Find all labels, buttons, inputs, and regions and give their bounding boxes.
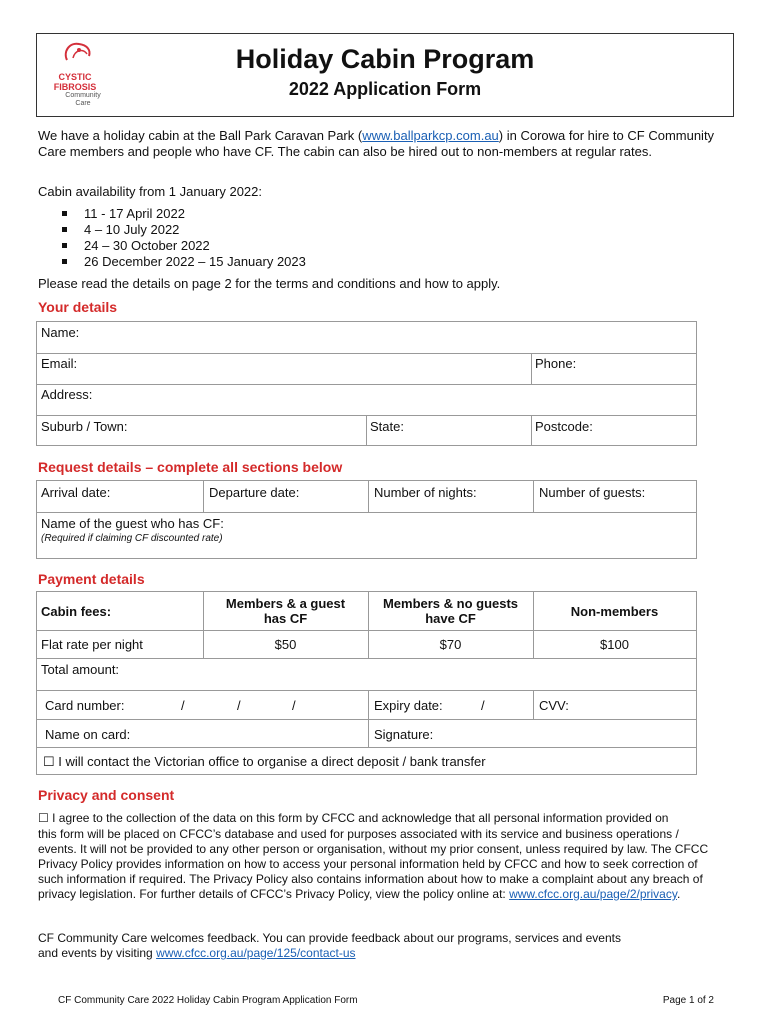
- card-separator: /: [237, 698, 241, 713]
- postcode-field[interactable]: Postcode:: [535, 419, 593, 434]
- list-item: 4 – 10 July 2022: [62, 222, 306, 238]
- page-subtitle: 2022 Application Form: [288, 79, 482, 99]
- cabin-fees-header: Cabin fees:: [41, 604, 112, 619]
- address-field[interactable]: Address:: [41, 387, 93, 402]
- card-number-field[interactable]: Card number:: [45, 698, 125, 713]
- flat-rate-label: Flat rate per night: [41, 637, 143, 652]
- your-details-table: [36, 321, 697, 446]
- price-members-nocf: $70: [439, 637, 462, 652]
- feedback-text-1: CF Community Care welcomes feedback. You can provide feedback about our programs, services and events: [38, 931, 621, 945]
- privacy-text-2: this form will be placed on CFCC’s database and used for purposes associated with its service and business operations / events. It will not be provided to any other person or organisation, without my prior consent, unless required by law. The CFCC Privacy Policy provides information on how to access your personal information held by CFCC and how to seek correction of such information if required. The Privacy Policy also contains information about how to make a complaint about any breach of privacy legislation. For further details of CFCC’s Privacy Policy, view the policy online: [38, 827, 709, 901]
- intro-text-1: We have a holiday cabin at the Ball Park Caravan Park (: [38, 128, 363, 143]
- card-separator: /: [181, 698, 185, 713]
- state-field[interactable]: State:: [370, 419, 404, 434]
- payment-details-table: [36, 591, 697, 775]
- privacy-checkbox[interactable]: ☐: [38, 811, 49, 825]
- your-details-heading: Your details: [38, 299, 118, 315]
- page-number: Page 1 of 2: [662, 995, 714, 1006]
- name-field[interactable]: Name:: [41, 325, 80, 340]
- logo-subtext: Community Care: [65, 92, 101, 107]
- signature-field[interactable]: Signature:: [374, 727, 434, 742]
- privacy-consent-line: [38, 811, 718, 826]
- availability-heading: Cabin availability from 1 January 2022:: [38, 184, 263, 199]
- footer-title: CF Community Care 2022 Holiday Cabin Program Application Form: [58, 995, 358, 1006]
- list-item: 26 December 2022 – 15 January 2023: [62, 254, 306, 270]
- feedback-link[interactable]: www.cfcc.org.au/page/125/contact-us: [156, 946, 356, 960]
- members-nocf-header: Members & no guests have CF: [382, 596, 519, 626]
- cf-guest-name-field[interactable]: Name of the guest who has CF:: [41, 516, 224, 531]
- intro-text-2: ) in Corowa for hire to CF Community Care members and people who have CF. The cabin can also be hired out to non-members at regular rates.: [38, 128, 715, 159]
- request-details-table: [36, 480, 697, 559]
- logo-wordmark: CYSTIC FIBROSIS: [53, 72, 97, 92]
- request-details-heading: Request details – complete all sections below: [38, 459, 343, 475]
- nonmembers-header: Non-members: [570, 604, 659, 619]
- guests-field[interactable]: Number of guests:: [539, 485, 646, 500]
- cf-guest-note: (Required if claiming CF discounted rate): [41, 533, 223, 544]
- feedback-paragraph: [38, 931, 718, 961]
- price-members-cf: $50: [274, 637, 297, 652]
- arrival-date-field[interactable]: Arrival date:: [41, 485, 111, 500]
- departure-date-field[interactable]: Departure date:: [209, 485, 300, 500]
- privacy-link[interactable]: www.cfcc.org.au/page/2/privacy: [509, 887, 677, 901]
- privacy-at: at:: [492, 887, 506, 901]
- direct-deposit-label: I will contact the Victorian office to organise a direct deposit / bank transfer: [58, 754, 486, 769]
- read-details-text: Please read the details on page 2 for the terms and conditions and how to apply.: [38, 276, 501, 291]
- email-field[interactable]: Email:: [41, 356, 78, 371]
- privacy-text-1: I agree to the collection of the data on this form by CFCC and acknowledge that all personal information provided on: [52, 811, 669, 825]
- name-on-card-field[interactable]: Name on card:: [45, 727, 131, 742]
- nights-field[interactable]: Number of nights:: [374, 485, 477, 500]
- list-item: 11 - 17 April 2022: [62, 206, 306, 222]
- privacy-heading: Privacy and consent: [38, 787, 175, 803]
- expiry-date-field[interactable]: Expiry date:: [374, 698, 443, 713]
- cvv-field[interactable]: CVV:: [539, 698, 569, 713]
- ballpark-link[interactable]: www.ballparkcp.com.au: [362, 128, 499, 143]
- feedback-text-2: and events by visiting: [38, 946, 153, 960]
- list-item: 24 – 30 October 2022: [62, 238, 306, 254]
- expiry-separator: /: [481, 698, 485, 713]
- payment-details-heading: Payment details: [38, 571, 145, 587]
- card-separator: /: [292, 698, 296, 713]
- phone-field[interactable]: Phone:: [535, 356, 577, 371]
- price-nonmembers: $100: [600, 637, 629, 652]
- intro-paragraph: [38, 128, 718, 160]
- form-header: [36, 33, 734, 117]
- privacy-paragraph: this form will be placed on CFCC’s database and used for purposes associated with its service and business operations / events. It will not be provided to any other person or organisation, without my prior consent, unless required by law. The CFCC Privacy Policy provides information on how to access your personal information held by CFCC and how to seek correction of such information if required. The Privacy Policy also contains information about how to make a complaint about any breach of privacy legislation. For further details of CFCC’s Privacy Policy, view the policy online at: www.cfcc.org.au/page/2/privacy.: [38, 827, 709, 901]
- availability-list: [62, 206, 306, 270]
- checkbox[interactable]: ☐: [43, 754, 55, 769]
- direct-deposit-option[interactable]: [43, 754, 486, 769]
- total-amount-field[interactable]: Total amount:: [41, 662, 120, 677]
- members-cf-header: Members & a guest has CF: [225, 596, 346, 626]
- page-title: Holiday Cabin Program: [235, 44, 535, 74]
- suburb-field[interactable]: Suburb / Town:: [41, 419, 128, 434]
